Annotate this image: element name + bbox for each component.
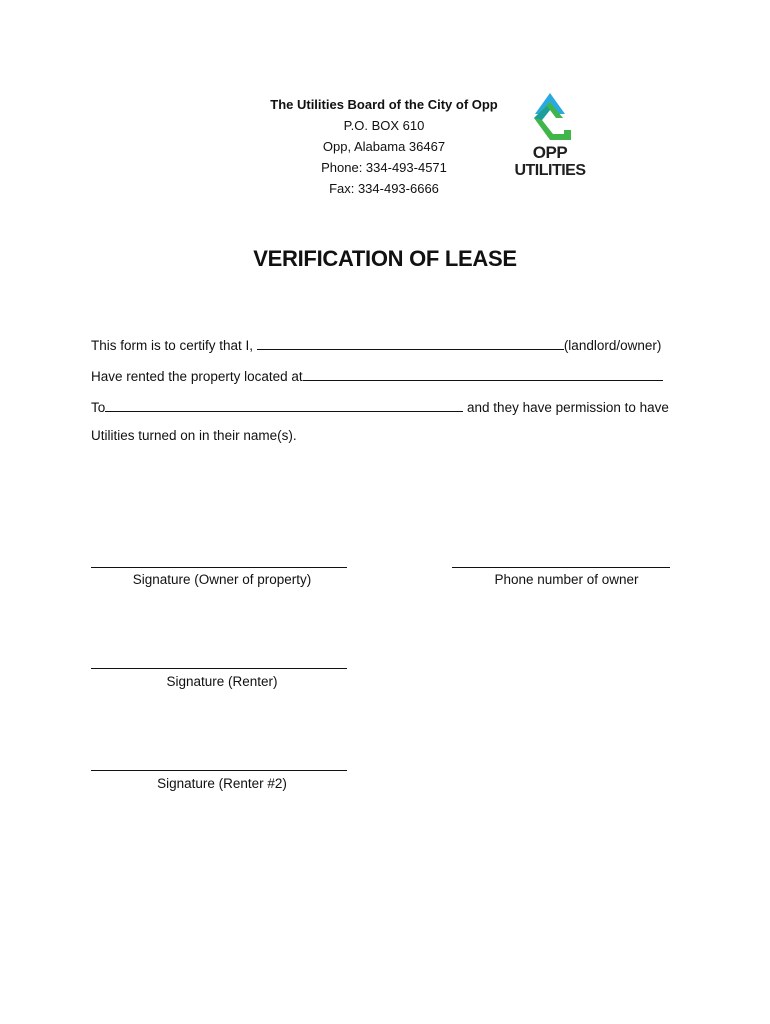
certify-prefix: This form is to certify that I, bbox=[91, 338, 254, 353]
property-address-field[interactable] bbox=[303, 366, 663, 381]
landlord-name-field[interactable] bbox=[257, 335, 564, 350]
landlord-owner-label: (landlord/owner) bbox=[563, 338, 662, 353]
property-line bbox=[91, 366, 663, 386]
utilities-text: Utilities turned on in their name(s). bbox=[91, 428, 297, 443]
renter-signature-line[interactable] bbox=[91, 668, 347, 669]
letterhead bbox=[238, 94, 530, 199]
phone-number: Phone: 334-493-4571 bbox=[321, 160, 447, 175]
tenant-prefix: To bbox=[91, 400, 106, 415]
opp-utilities-logo bbox=[509, 92, 591, 184]
fax-number: Fax: 334-493-6666 bbox=[329, 181, 439, 196]
renter-signature-label: Signature (Renter) bbox=[166, 674, 278, 689]
document-title: VERIFICATION OF LEASE bbox=[253, 246, 517, 271]
logo-text-utilities: UTILITIES bbox=[514, 162, 586, 179]
organization-name: The Utilities Board of the City of Opp bbox=[270, 97, 498, 112]
renter2-signature-label: Signature (Renter #2) bbox=[157, 776, 287, 791]
owner-phone-label: Phone number of owner bbox=[494, 572, 639, 587]
owner-signature-label: Signature (Owner of property) bbox=[132, 572, 312, 587]
logo-text-opp: OPP bbox=[532, 143, 568, 162]
tenant-line bbox=[91, 397, 669, 417]
utilities-line bbox=[91, 427, 297, 445]
certify-line bbox=[91, 335, 661, 355]
tenant-name-field[interactable] bbox=[105, 397, 463, 412]
owner-signature-line[interactable] bbox=[91, 567, 347, 568]
city-state-zip: Opp, Alabama 36467 bbox=[322, 139, 446, 154]
property-prefix: Have rented the property located at bbox=[91, 369, 303, 384]
po-box: P.O. BOX 610 bbox=[343, 118, 425, 133]
renter2-signature-line[interactable] bbox=[91, 770, 347, 771]
owner-phone-line[interactable] bbox=[452, 567, 670, 568]
permission-text: and they have permission to have bbox=[467, 400, 669, 415]
logo-mark-icon bbox=[509, 92, 591, 144]
